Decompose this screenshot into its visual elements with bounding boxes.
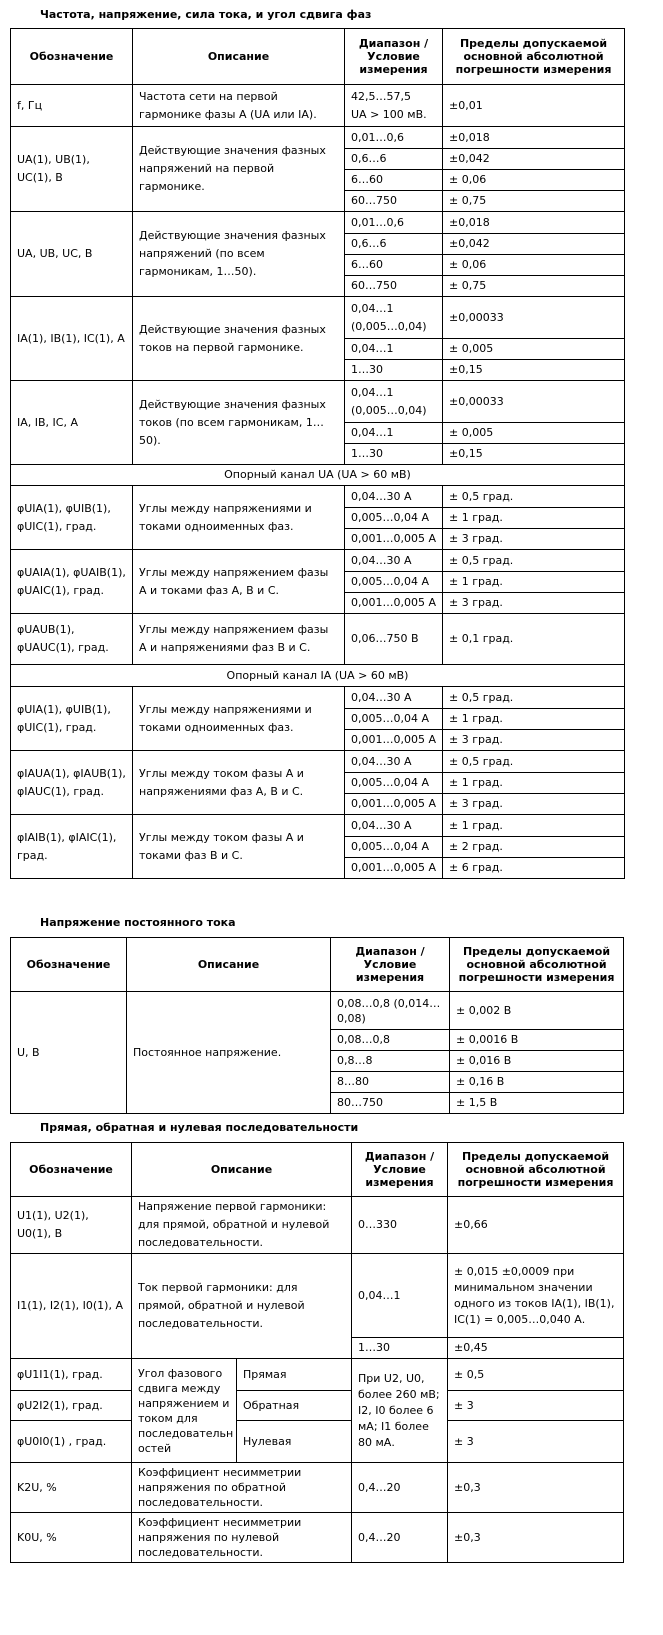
- cell-range: 0,08…0,8: [331, 1030, 450, 1051]
- cell-symbol: φU2I2(1), град.: [11, 1391, 132, 1421]
- cell-range: 0,005…0,04 А: [345, 837, 443, 858]
- table-sequences: [10, 1142, 624, 1563]
- cell-error: ± 3 град.: [443, 794, 625, 815]
- header-range: Диапазон / Условие измерения: [352, 1143, 448, 1197]
- cell-range: 0,001…0,005 А: [345, 529, 443, 550]
- cell-error: ± 3 град.: [443, 529, 625, 550]
- cell-range: 0,04…30 А: [345, 550, 443, 572]
- cell-range: 0,04…1 (0,005…0,04): [345, 297, 443, 339]
- cell-error: ± 0,015 ±0,0009 при минимальном значении одного из токов IA(1), IB(1), IC(1) = 0,005…0,040 А.: [448, 1254, 624, 1338]
- header-description: Описание: [132, 1143, 352, 1197]
- cell-error: ± 0,5 град.: [443, 751, 625, 773]
- cell-description: Частота сети на первой гармонике фазы A (UA или IA).: [133, 85, 345, 127]
- cell-error: ± 1,5 В: [450, 1093, 624, 1114]
- cell-error: ± 0,06: [443, 255, 625, 276]
- cell-error: ± 3 град.: [443, 593, 625, 614]
- cell-error: ± 0,1 град.: [443, 614, 625, 665]
- cell-description: Действующие значения фазных токов на первой гармонике.: [133, 297, 345, 381]
- cell-range: При U2, U0, более 260 мВ; I2, I0 более 6 мА; I1 более 80 мА.: [352, 1359, 448, 1463]
- cell-symbol: φUIA(1), φUIB(1), φUIC(1), град.: [11, 486, 133, 550]
- reference-channel-u: Опорный канал UA (UA > 60 мВ): [11, 465, 625, 486]
- cell-range: 0,001…0,005 А: [345, 730, 443, 751]
- cell-range: 0,001…0,005 А: [345, 593, 443, 614]
- header-limits: Пределы допускаемой основной абсолютной погрешности измерения: [443, 29, 625, 85]
- cell-error: ± 0,06: [443, 170, 625, 191]
- cell-range: 0,04…1 (0,005…0,04): [345, 381, 443, 423]
- header-range: Диапазон / Условие измерения: [331, 938, 450, 992]
- cell-range: 0,6…6: [345, 234, 443, 255]
- cell-error: ±0,15: [443, 360, 625, 381]
- cell-error: ± 0,0016 В: [450, 1030, 624, 1051]
- cell-sequence-label: Нулевая: [237, 1421, 352, 1463]
- header-description: Описание: [133, 29, 345, 85]
- cell-error: ±0,3: [448, 1463, 624, 1513]
- cell-description: Действующие значения фазных напряжений (по всем гармоникам, 1…50).: [133, 212, 345, 297]
- cell-symbol: φUAIA(1), φUAIB(1), φUAIC(1), град.: [11, 550, 133, 614]
- cell-description: Углы между напряжениями и токами одноименных фаз.: [133, 687, 345, 751]
- cell-symbol: φU0I0(1) , град.: [11, 1421, 132, 1463]
- cell-range: 0,01…0,6: [345, 212, 443, 234]
- cell-symbol: φUAUB(1), φUAUC(1), град.: [11, 614, 133, 665]
- cell-range: 0,005…0,04 А: [345, 773, 443, 794]
- cell-range: 80…750: [331, 1093, 450, 1114]
- range-line: 42,5…57,5: [351, 89, 411, 103]
- cell-description: Углы между напряжением фазы А и токами фаз А, В и С.: [133, 550, 345, 614]
- cell-range: 0,04…1: [345, 423, 443, 444]
- cell-error: ± 1 град.: [443, 508, 625, 529]
- cell-sequence-label: Прямая: [237, 1359, 352, 1391]
- table-frequency-voltage-current: [10, 28, 625, 879]
- cell-range: 1…30: [345, 360, 443, 381]
- cell-symbol: IA, IB, IC, А: [11, 381, 133, 465]
- header-range: Диапазон / Условие измерения: [345, 29, 443, 85]
- cell-error: ± 0,75: [443, 191, 625, 212]
- cell-description: Коэффициент несимметрии напряжения по нулевой последовательности.: [132, 1513, 352, 1563]
- cell-symbol: K0U, %: [11, 1513, 132, 1563]
- cell-error: ± 1 град.: [443, 709, 625, 730]
- cell-description: Действующие значения фазных токов (по всем гармоникам, 1…50).: [133, 381, 345, 465]
- cell-symbol: I1(1), I2(1), I0(1), А: [11, 1254, 132, 1359]
- cell-description: Угол фазового сдвига между напряжением и током для последовательн остей: [132, 1359, 237, 1463]
- cell-error: ±0,018: [443, 127, 625, 149]
- section-title-dc-voltage: Напряжение постоянного тока: [40, 916, 236, 929]
- cell-error: ± 1 град.: [443, 815, 625, 837]
- cell-error: ±0,66: [448, 1197, 624, 1254]
- cell-error: ± 0,002 В: [450, 992, 624, 1030]
- header-designation: Обозначение: [11, 29, 133, 85]
- cell-symbol: U1(1), U2(1), U0(1), В: [11, 1197, 132, 1254]
- cell-range: 6…60: [345, 255, 443, 276]
- cell-error: ± 1 град.: [443, 572, 625, 593]
- cell-description: Ток первой гармоники: для прямой, обратной и нулевой последовательности.: [132, 1254, 352, 1359]
- cell-error: ± 6 град.: [443, 858, 625, 879]
- cell-range: 0,08…0,8 (0,014…0,08): [331, 992, 450, 1030]
- cell-range: 0,005…0,04 А: [345, 709, 443, 730]
- section-title-sequences: Прямая, обратная и нулевая последовательности: [40, 1121, 359, 1134]
- cell-range: 0,04…1: [345, 339, 443, 360]
- cell-range: 0,04…30 А: [345, 486, 443, 508]
- cell-description: Действующие значения фазных напряжений на первой гармонике.: [133, 127, 345, 212]
- cell-description: Коэффициент несимметрии напряжения по обратной последовательности.: [132, 1463, 352, 1513]
- cell-symbol: U, В: [11, 992, 127, 1114]
- cell-error: ±0,3: [448, 1513, 624, 1563]
- cell-description: Углы между напряжением фазы А и напряжениями фаз В и С.: [133, 614, 345, 665]
- cell-symbol: φIAIB(1), φIAIC(1), град.: [11, 815, 133, 879]
- cell-range: 0,005…0,04 А: [345, 572, 443, 593]
- section-title-frequency: Частота, напряжение, сила тока, и угол сдвига фаз: [40, 8, 372, 21]
- cell-error: ± 0,5 град.: [443, 486, 625, 508]
- cell-range: 60…750: [345, 276, 443, 297]
- reference-channel-i: Опорный канал IA (UA > 60 мВ): [11, 665, 625, 687]
- range-condition: UA > 100 мВ.: [351, 107, 427, 121]
- cell-symbol: φUIA(1), φUIB(1), φUIC(1), град.: [11, 687, 133, 751]
- cell-range: 0,6…6: [345, 149, 443, 170]
- cell-error: ± 0,16 В: [450, 1072, 624, 1093]
- cell-range: 60…750: [345, 191, 443, 212]
- cell-error: ± 0,005: [443, 339, 625, 360]
- cell-range: 1…30: [345, 444, 443, 465]
- cell-symbol: f, Гц: [11, 85, 133, 127]
- cell-range: [345, 85, 443, 127]
- cell-range: 1…30: [352, 1338, 448, 1359]
- cell-range: 0,001…0,005 А: [345, 794, 443, 815]
- cell-range: 0,04…30 А: [345, 751, 443, 773]
- cell-error: ±0,15: [443, 444, 625, 465]
- cell-error: ± 3 град.: [443, 730, 625, 751]
- cell-error: ± 0,016 В: [450, 1051, 624, 1072]
- table-dc-voltage: [10, 937, 624, 1114]
- cell-description: Углы между током фазы А и токами фаз В и С.: [133, 815, 345, 879]
- cell-description: Напряжение первой гармоники: для прямой, обратной и нулевой последовательности.: [132, 1197, 352, 1254]
- cell-range: 0,04…30 А: [345, 687, 443, 709]
- cell-range: 0,04…30 А: [345, 815, 443, 837]
- cell-error: ± 0,5 град.: [443, 550, 625, 572]
- cell-symbol: φU1I1(1), град.: [11, 1359, 132, 1391]
- cell-symbol: UA, UB, UC, В: [11, 212, 133, 297]
- cell-sequence-label: Обратная: [237, 1391, 352, 1421]
- cell-error: ± 0,5: [448, 1359, 624, 1391]
- header-designation: Обозначение: [11, 938, 127, 992]
- cell-error: ±0,01: [443, 85, 625, 127]
- cell-error: ±0,00033: [443, 297, 625, 339]
- cell-error: ±0,00033: [443, 381, 625, 423]
- cell-range: 0…330: [352, 1197, 448, 1254]
- cell-error: ± 3: [448, 1391, 624, 1421]
- cell-symbol: UA(1), UB(1), UC(1), В: [11, 127, 133, 212]
- header-description: Описание: [127, 938, 331, 992]
- header-designation: Обозначение: [11, 1143, 132, 1197]
- cell-error: ± 3: [448, 1421, 624, 1463]
- cell-symbol: K2U, %: [11, 1463, 132, 1513]
- cell-range: 0,4…20: [352, 1513, 448, 1563]
- header-limits: Пределы допускаемой основной абсолютной погрешности измерения: [450, 938, 624, 992]
- cell-description: Углы между током фазы А и напряжениями фаз А, В и С.: [133, 751, 345, 815]
- cell-range: 0,8…8: [331, 1051, 450, 1072]
- cell-error: ±0,042: [443, 149, 625, 170]
- cell-error: ± 1 град.: [443, 773, 625, 794]
- cell-range: 0,01…0,6: [345, 127, 443, 149]
- cell-error: ± 0,5 град.: [443, 687, 625, 709]
- cell-error: ±0,45: [448, 1338, 624, 1359]
- cell-error: ±0,042: [443, 234, 625, 255]
- cell-symbol: IA(1), IB(1), IC(1), А: [11, 297, 133, 381]
- cell-error: ± 2 град.: [443, 837, 625, 858]
- cell-error: ± 0,75: [443, 276, 625, 297]
- header-limits: Пределы допускаемой основной абсолютной погрешности измерения: [448, 1143, 624, 1197]
- cell-description: Углы между напряжениями и токами одноименных фаз.: [133, 486, 345, 550]
- cell-range: 6…60: [345, 170, 443, 191]
- cell-range: 0,005…0,04 А: [345, 508, 443, 529]
- cell-range: 0,001…0,005 А: [345, 858, 443, 879]
- cell-range: 8…80: [331, 1072, 450, 1093]
- cell-range: 0,4…20: [352, 1463, 448, 1513]
- cell-range: 0,04…1: [352, 1254, 448, 1338]
- cell-range: 0,06…750 В: [345, 614, 443, 665]
- cell-error: ±0,018: [443, 212, 625, 234]
- cell-symbol: φIAUA(1), φIAUB(1), φIAUC(1), град.: [11, 751, 133, 815]
- cell-error: ± 0,005: [443, 423, 625, 444]
- cell-description: Постоянное напряжение.: [127, 992, 331, 1114]
